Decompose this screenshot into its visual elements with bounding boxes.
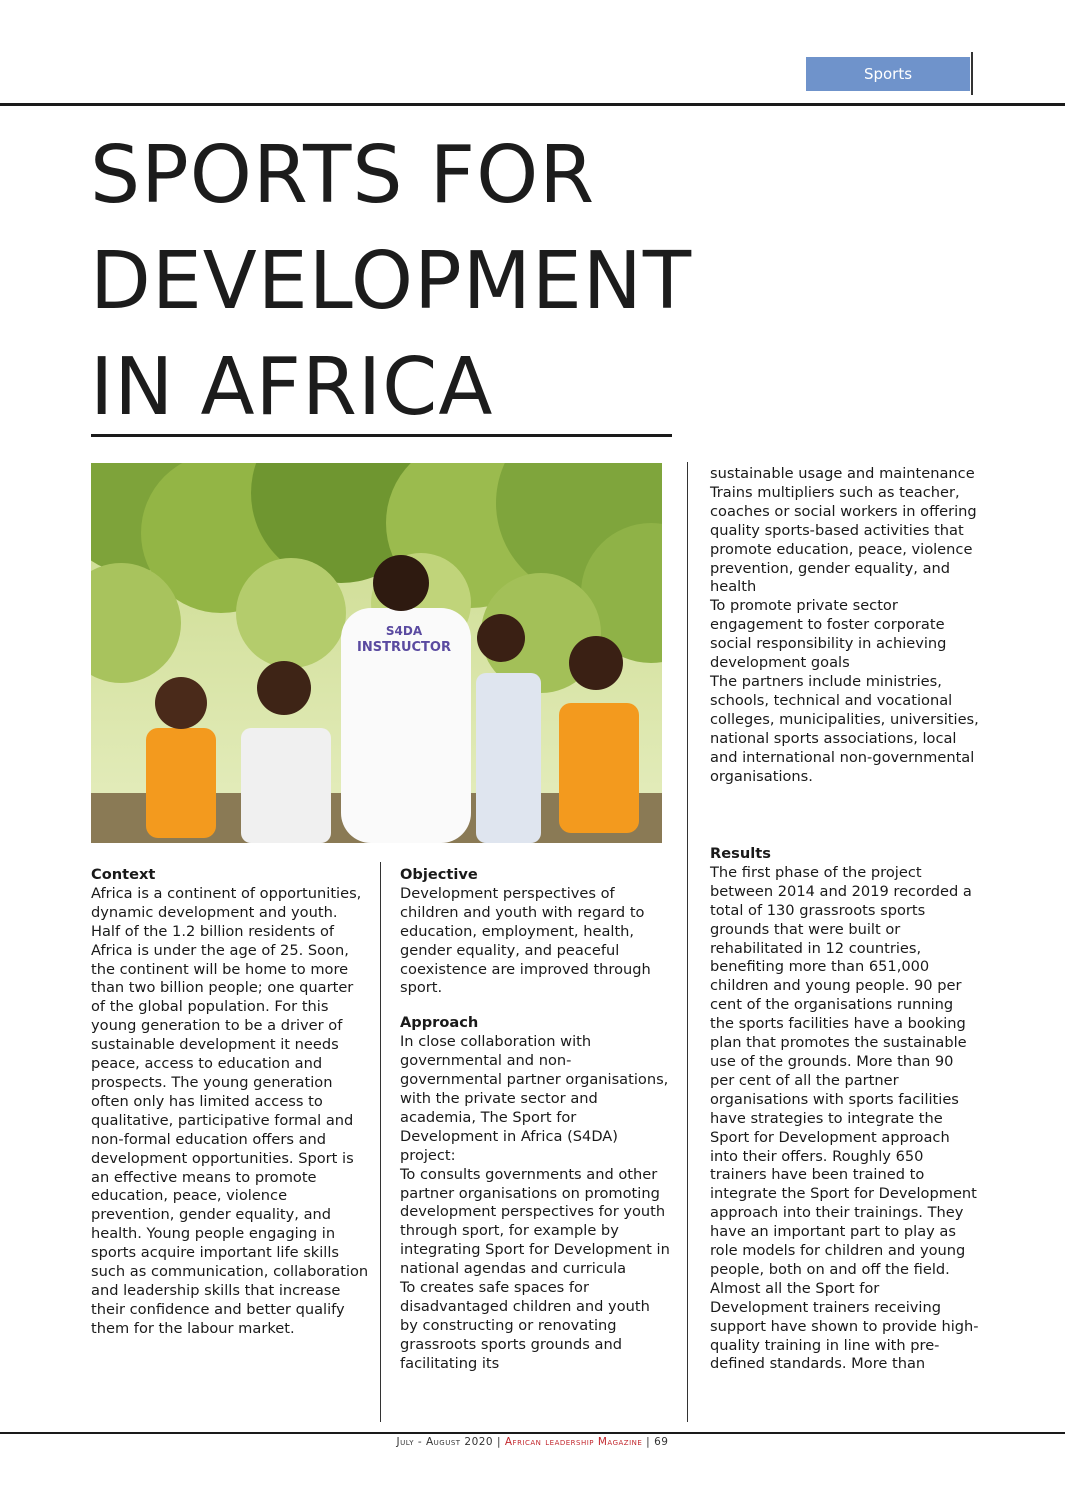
title-line-1: SPORTS FOR <box>90 129 596 221</box>
footer-date: July - August 2020 <box>396 1436 494 1448</box>
title-rule <box>91 434 672 437</box>
tab-divider <box>971 52 973 95</box>
objective-heading: Objective <box>400 866 478 883</box>
objective-body: Development perspectives of children and youth with regard to education, employment, health, gender equality, and peaceful coexistence are improved through sport. <box>400 884 651 997</box>
section-tab: Sports <box>806 57 970 91</box>
approach-intro: In close collaboration with governmental and non-governmental partner organisations, with the private sector and academia, The Sport for Development in Africa (S4DA) project: <box>400 1033 669 1164</box>
approach-point-2-end: sustainable usage and maintenance <box>710 465 975 482</box>
footer-page-number: 69 <box>654 1436 669 1448</box>
page-footer <box>0 1436 1065 1448</box>
approach-point-1: To consults governments and other partner organisations on promoting development perspectives for youth through sport, for example by integrating Sport for Development in national agendas and curricula <box>400 1165 670 1278</box>
approach-point-3: Trains multipliers such as teacher, coaches or social workers in offering quality sports-based activities that promote education, peace, violence prevention, gender equality, and health <box>710 483 977 596</box>
shirt-text-instructor: INSTRUCTOR <box>357 640 451 655</box>
footer-magazine-name: African leadership Magazine <box>504 1436 643 1448</box>
context-heading: Context <box>91 866 156 883</box>
context-body: Africa is a continent of opportunities, dynamic development and youth. Half of the 1.2 billion residents of Africa is under the age of 25. Soon, the continent will be home to more than two billion people; one quarter of the global population. For this young generation to be a driver of sustainable development it needs peace, access to education and prospects. The young generation often only has limited access to qualitative, participative formal and non-formal education offers and development opportunities. Sport is an effective means to promote education, peace, violence prevention, gender equality, and health. Young people engaging in sports acquire important life skills such as communication, collaboration and leadership skills that increase their confidence and better qualify them for the labour market. <box>91 884 369 1337</box>
header-rule <box>0 103 1065 106</box>
footer-separator-2: | <box>646 1436 651 1448</box>
approach-partners: The partners include ministries, schools, technical and vocational colleges, municipalities, universities, national sports associations, local and international non-governmental organisations. <box>710 672 979 785</box>
column-divider-2 <box>687 462 688 1422</box>
footer-rule <box>0 1432 1065 1434</box>
article-photo <box>91 463 662 843</box>
context-column <box>91 866 371 1339</box>
approach-point-2: To creates safe spaces for disadvantaged children and youth by constructing or renovating grassroots sports grounds and facilitating its <box>400 1279 650 1372</box>
results-body: The first phase of the project between 2014 and 2019 recorded a total of 130 grassroots sports grounds that were built or rehabilitated in 12 countries, benefiting more than 651,000 children and young people. 90 per cent of the organisations running the sports facilities have a booking plan that promotes the sustainable use of the grounds. More than 90 per cent of all the partner organisations with sports facilities have strategies to integrate the Sport for Development approach into their offers. Roughly 650 trainers have been trained to integrate the Sport for Development approach into their trainings. They have an important part to play as role models for children and young people, both on and off the field. Almost all the Sport for Development trainers receiving support have shown to provide high-quality training in line with pre-defined standards. More than <box>710 863 979 1373</box>
results-heading: Results <box>710 845 771 862</box>
approach-heading: Approach <box>400 1014 479 1032</box>
article-title <box>90 122 692 440</box>
shirt-text-s4da: S4DA <box>385 624 423 638</box>
results-column <box>710 845 980 1374</box>
title-line-3: IN AFRICA <box>90 341 494 433</box>
footer-separator-1: | <box>496 1436 502 1448</box>
approach-continued-column <box>710 465 980 786</box>
title-line-2: DEVELOPMENT <box>90 235 693 327</box>
column-divider-1 <box>380 862 381 1422</box>
child-left <box>146 677 216 838</box>
approach-point-4: To promote private sector engagement to foster corporate social responsibility in achieving development goals <box>710 597 947 672</box>
objective-approach-column <box>400 866 670 1374</box>
